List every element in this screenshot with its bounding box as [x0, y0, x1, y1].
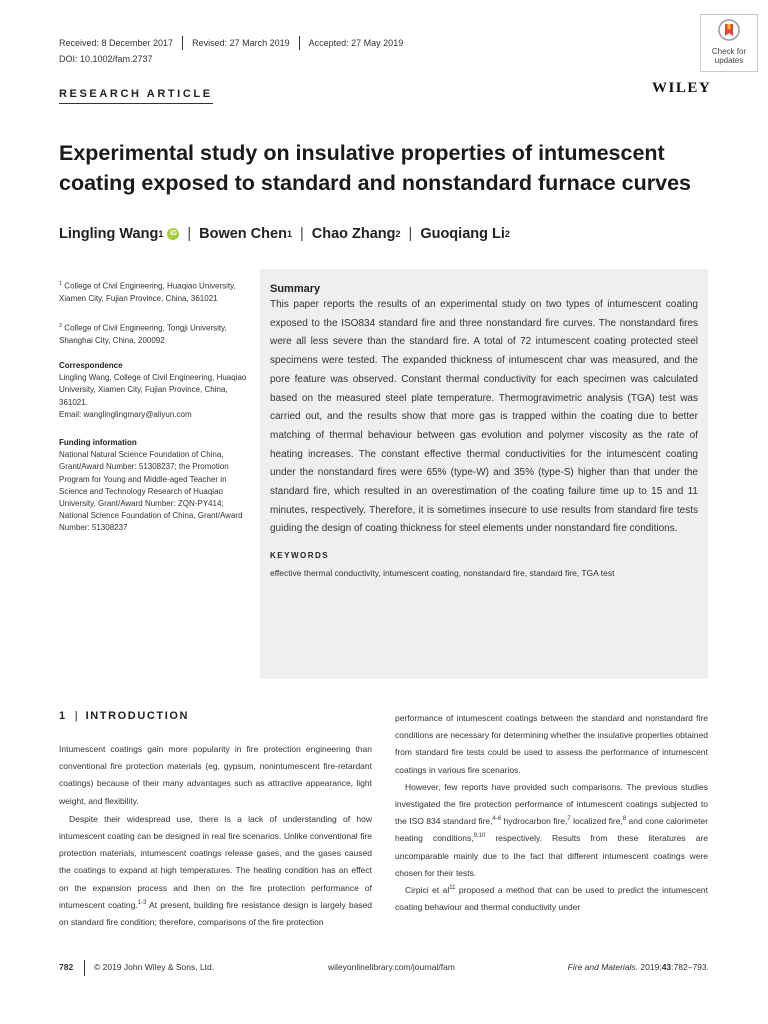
page-footer — [59, 962, 709, 976]
paragraph-text: localized fire, — [570, 816, 623, 827]
date-divider — [299, 36, 300, 50]
section-title: INTRODUCTION — [85, 710, 190, 722]
copyright: © 2019 John Wiley & Sons, Ltd. — [94, 962, 215, 972]
citation-ref[interactable]: 4-6 — [492, 816, 502, 823]
paragraph — [395, 779, 708, 882]
author-name[interactable]: Chao Zhang — [311, 226, 396, 242]
affiliation-text: College of Civil Engineering, Tongji University, Shanghai City, China, 200092 — [59, 323, 227, 345]
journal-name: Fire and Materials. — [567, 962, 639, 972]
author-divider: | — [408, 226, 413, 242]
paragraph — [59, 811, 372, 931]
affiliation-1 — [59, 278, 249, 305]
page-number: 782 — [59, 962, 74, 972]
title-line: coating exposed to standard and nonstandard furnace curves — [59, 171, 691, 195]
author-affiliation: 2 — [504, 229, 510, 239]
article-type: RESEARCH ARTICLE — [59, 88, 213, 104]
journal-year: 2019; — [640, 962, 662, 972]
citation-ref[interactable]: 7 — [567, 816, 571, 823]
revised-date: Revised: 27 March 2019 — [192, 38, 290, 48]
bookmark-icon — [718, 19, 740, 41]
author-list — [59, 226, 510, 242]
paragraph-text: Cirpici et al — [405, 885, 450, 896]
section-number: 1 — [59, 710, 67, 722]
article-title — [59, 138, 709, 198]
correspondence-heading: Correspondence — [59, 361, 123, 370]
correspondence-email[interactable]: Email: wanglinglingmary@aliyun.com — [59, 409, 192, 419]
publisher-logo[interactable]: WILEY — [652, 80, 712, 96]
author-name[interactable]: Bowen Chen — [199, 226, 287, 242]
journal-volume: 43 — [661, 962, 672, 972]
funding-text: National Natural Science Foundation of China, Grant/Award Number: 51308237; the Promotion Program for Young and Middle-aged Teacher in Science and Technology Research of Huaqiao University, Grant/Award Number: ZQN-PY414; National Science Foundation of China, Grant/Award Number: 51308237 — [59, 450, 243, 533]
funding-block — [59, 437, 249, 535]
keywords-text: effective thermal conductivity, intumescent coating, nonstandard fire, standard fire, TGA test — [270, 568, 615, 579]
article-dates — [59, 36, 403, 50]
column-left — [59, 741, 372, 931]
paragraph-text: and cone calorimeter heating conditions, — [395, 816, 708, 844]
correspondence-text: Lingling Wang, College of Civil Engineering, Huaqiao University, Xiamen City, Fujian Province, China, 361021. — [59, 373, 247, 407]
citation-ref[interactable]: 8 — [622, 816, 627, 823]
author-affiliation: 1 — [286, 229, 292, 239]
summary-text: This paper reports the results of an experimental study on two types of intumescent coating exposed to the ISO834 standard fire and three nonstandard fire curves. The nonstandard fires were all less severe than the standard fire. A total of 72 intumescent coating protected steel specimens were tested. The expanded thickness of intumescent char was measured, and the pore feature was observed. Constant thermal conductivity for each specimen was calculated based on the measured steel plate temperature. Thermogravimetric analysis (TGA) test was carried out, and the results show that more gas is trapped within the coating due to better matching of thermal behaviour between gas evolution and polymer viscosity as the rate of heating increases. The constant effective thermal conductivities for the intumescent coating under the nonstandard fires were 65% (type-W) and 35% (type-S) higher than that under the standard fire, which resulted in an overestimation of the coating failure time up to 15 and 11 minutes, respectively. Therefore, it is sometimes insecure to use results from standard fire tests guiding the design of coating thickness for steel elements under nonstandard fire conditions. — [270, 299, 698, 535]
funding-heading: Funding information — [59, 438, 137, 447]
journal-url[interactable]: wileyonlinelibrary.com/journal/fam — [328, 962, 455, 972]
date-divider — [182, 36, 183, 50]
affiliation-2 — [59, 320, 249, 347]
author-divider: | — [187, 226, 192, 242]
accepted-date: Accepted: 27 May 2019 — [308, 38, 404, 48]
author-name[interactable]: Lingling Wang — [59, 226, 159, 242]
citation-ref[interactable]: 11 — [449, 885, 456, 892]
paragraph-text: hydrocarbon fire, — [501, 816, 568, 827]
paragraph-text: Despite their widespread use, there is a lack of understanding of how intumescent coating can be designed in real fire scenarios. Unlike conventional fire protection materials, intumescent coatings release gases, and the gases caused the coatings to expand at high temperatures. The heating condition has an effect on the expansion process and then on the fire protection performance of intumescent coating. — [59, 813, 372, 910]
citation-ref[interactable]: 1-3 — [137, 900, 147, 906]
journal-citation — [568, 962, 709, 972]
paragraph-text: proposed a method that can be used to predict the intumescent coating behaviour and thermal conductivity under — [395, 885, 709, 913]
check-label-2: updates — [714, 56, 744, 65]
paragraph-text: respectively. Results from these literatures are uncomparable mainly due to the fact that different intumescent coatings were chosen for their tests. — [395, 833, 708, 878]
received-date: Received: 8 December 2017 — [59, 38, 174, 48]
affiliation-text: College of Civil Engineering, Huaqiao University, Xiamen City, Fujian Province, China, 361021 — [59, 281, 236, 303]
paragraph: Intumescent coatings gain more popularity in fire protection engineering than conventional fire protection materials (eg, gypsum, nonintumescent fire-retardant coatings) because of their many advantages such as attractive appearance, light weight, and flexibility. — [59, 744, 372, 806]
orcid-icon[interactable]: iD — [167, 228, 179, 240]
check-for-updates-badge[interactable] — [700, 14, 758, 72]
correspondence-block — [59, 360, 249, 421]
section-divider: | — [74, 710, 78, 722]
keywords-heading: KEYWORDS — [270, 551, 330, 561]
author-affiliation: 2 — [395, 229, 401, 239]
paragraph — [395, 882, 708, 916]
paragraph-text: However, few reports have provided such comparisons. The previous studies investigated the fire protection performance of intumescent coatings subjected to the ISO 834 standard fire, — [395, 781, 708, 827]
check-label-1: Check for — [711, 47, 747, 56]
affiliation-number: 2 — [59, 323, 63, 329]
doi[interactable]: DOI: 10.1002/fam.2737 — [59, 54, 153, 64]
affiliation-number: 1 — [59, 281, 63, 287]
citation-ref[interactable]: 9,10 — [473, 833, 486, 840]
author-affiliation: 1 — [158, 229, 164, 239]
paragraph-continued: performance of intumescent coatings between the standard and nonstandard fire conditions are necessary for determining whether the insulative properties obtained from standard fire tests could be used to assess the performance of intumescent coatings in various fire scenarios. — [395, 713, 708, 775]
column-right — [395, 710, 708, 916]
title-line: Experimental study on insulative properties of intumescent — [59, 141, 665, 165]
author-divider: | — [299, 226, 304, 242]
summary-heading: Summary — [270, 283, 321, 295]
section-heading — [59, 710, 189, 722]
author-name[interactable]: Guoqiang Li — [420, 226, 505, 242]
footer-divider — [84, 960, 85, 976]
paragraph-text: At present, building fire resistance design is largely based on standard fire condition; therefore, comparisons of the fire protection — [59, 899, 373, 928]
summary-box — [260, 269, 708, 679]
journal-pages: :782–793. — [671, 962, 709, 972]
